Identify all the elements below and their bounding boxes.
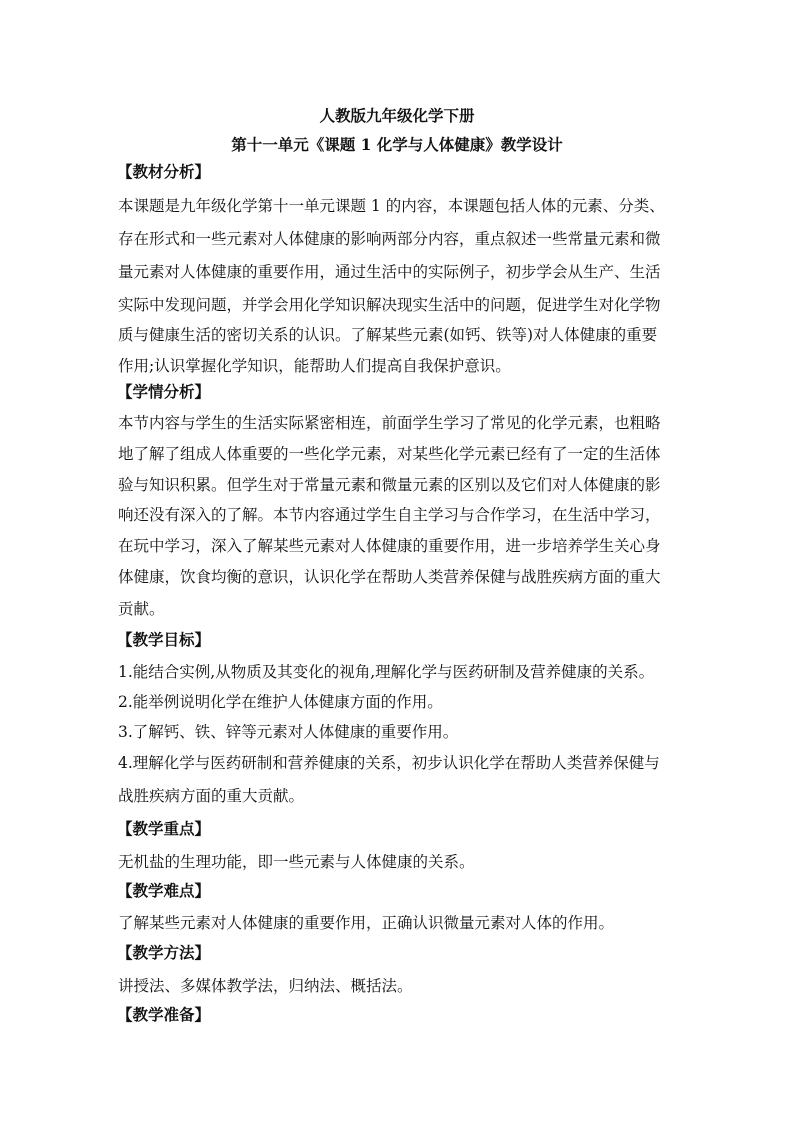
section-heading-student-analysis: 【学情分析】 [117, 382, 211, 401]
section-heading-key-points: 【教学重点】 [117, 819, 211, 838]
objective-line: 战胜疾病方面的重大贡献。 [118, 787, 305, 805]
document-subtitle: 第十一单元《课题 1 化学与人体健康》教学设计 [231, 135, 563, 154]
objective-line: 3.了解钙、铁、锌等元素对人体健康的重要作用。 [118, 723, 459, 741]
objective-line: 4.理解化学与医药研制和营养健康的关系，初步认识化学在帮助人类营养保健与 [118, 754, 660, 772]
paragraph-line: 质与健康生活的密切关系的认识。了解某些元素(如钙、铁等)对人体健康的重要 [118, 326, 658, 344]
paragraph-line: 实际中发现问题，并学会用化学知识解决现实生活中的问题，促进学生对化学物 [118, 296, 661, 314]
paragraph-line: 本课题是九年级化学第十一单元课题 1 的内容，本课题包括人体的元素、分类、 [118, 197, 665, 215]
objective-line: 2.能举例说明化学在维护人体健康方面的作用。 [118, 693, 443, 711]
paragraph-line: 量元素对人体健康的重要作用，通过生活中的实际例子，初步学会从生产、生活 [118, 263, 661, 281]
objective-line: 1.能结合实例,从物质及其变化的视角,理解化学与医药研制及营养健康的关系。 [118, 663, 655, 681]
paragraph-line: 无机盐的生理功能，即一些元素与人体健康的关系。 [118, 853, 475, 871]
section-heading-preparation: 【教学准备】 [117, 1005, 211, 1024]
paragraph-line: 了解某些元素对人体健康的重要作用，正确认识微量元素对人体的作用。 [118, 914, 615, 932]
paragraph-line: 贡献。 [118, 600, 165, 618]
paragraph-line: 作用;认识掌握化学知识，能帮助人们提高自我保护意识。 [118, 357, 511, 375]
document-title: 人教版九年级化学下册 [319, 106, 475, 125]
section-heading-teaching-objectives: 【教学目标】 [117, 630, 211, 649]
section-heading-methods: 【教学方法】 [117, 943, 211, 962]
section-heading-textbook-analysis: 【教材分析】 [117, 162, 211, 181]
paragraph-line: 响还没有深入的了解。本节内容通过学生自主学习与合作学习，在生活中学习， [118, 506, 661, 524]
paragraph-line: 存在形式和一些元素对人体健康的影响两部分内容，重点叙述一些常量元素和微 [118, 230, 661, 248]
paragraph-line: 体健康，饮食均衡的意识，认识化学在帮助人类营养保健与战胜疾病方面的重大 [118, 568, 661, 586]
paragraph-line: 讲授法、多媒体教学法，归纳法、概括法。 [118, 977, 413, 995]
paragraph-line: 地了解了组成人体重要的一些化学元素，对某些化学元素已经有了一定的生活体 [118, 445, 661, 463]
paragraph-line: 本节内容与学生的生活实际紧密相连，前面学生学习了常见的化学元素，也粗略 [118, 414, 661, 432]
paragraph-line: 在玩中学习，深入了解某些元素对人体健康的重要作用，进一步培养学生关心身 [118, 537, 661, 555]
paragraph-line: 验与知识积累。但学生对于常量元素和微量元素的区别以及它们对人体健康的影 [118, 476, 661, 494]
section-heading-difficulties: 【教学难点】 [117, 881, 211, 900]
